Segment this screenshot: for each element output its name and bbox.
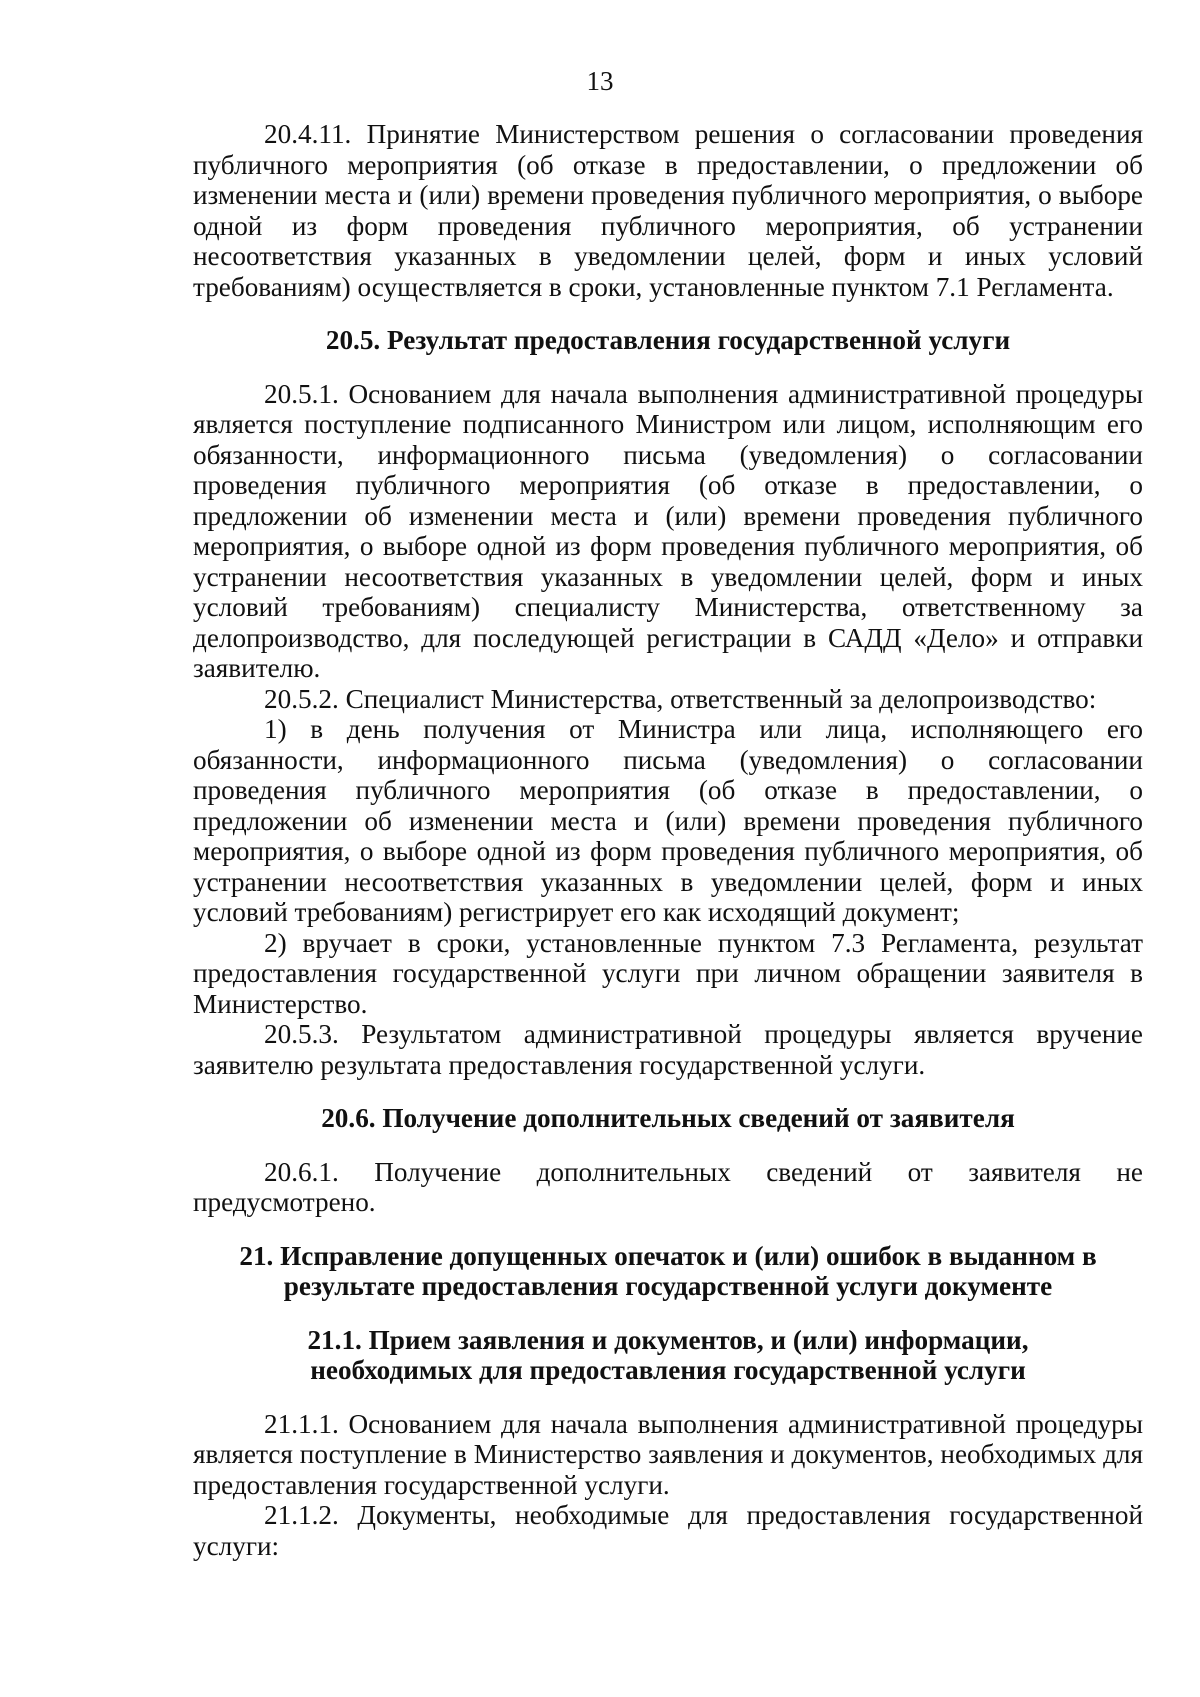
paragraph-20-5-2-item-1: 1) в день получения от Министра или лица, исполняющего его обязанности, информационного письма (уведомления) о согласовании проведения публичного мероприятия (об отказе в предоставлении, о предложении об изменении места и (или) времени проведения публичного мероприятия, о выборе одной из форм проведения публичного мероприятия, об устранении несоответствия указанных в уведомлении целей, форм и иных условий требованиям) регистрирует его как исходящий документ;: [193, 714, 1143, 927]
paragraph-20-5-2-item-2: 2) вручает в сроки, установленные пунктом 7.3 Регламента, результат предоставления государственной услуги при личном обращении заявителя в Министерство.: [193, 927, 1143, 1019]
heading-21: 21. Исправление допущенных опечаток и (или) ошибок в выданном в результате предоставления государственной услуги документе: [239, 1240, 1097, 1301]
heading-20-6: 20.6. Получение дополнительных сведений от заявителя: [321, 1103, 1015, 1133]
paragraph-21-1-1: 21.1.1. Основанием для начала выполнения административной процедуры является поступление в Министерство заявления и документов, необходимых для предоставления государственной услуги.: [193, 1408, 1143, 1500]
paragraph-20-6-1: 20.6.1. Получение дополнительных сведений от заявителя не предусмотрено.: [193, 1156, 1143, 1217]
heading-21-1: 21.1. Прием заявления и документов, и (или) информации, необходимых для предоставления государственной услуги: [307, 1324, 1029, 1385]
heading-20-5: 20.5. Результат предоставления государственной услуги: [325, 325, 1011, 355]
document-body: [193, 119, 1143, 1561]
paragraph-21-1-2: 21.1.2. Документы, необходимые для предоставления государственной услуги:: [193, 1500, 1143, 1561]
paragraph-20-5-3: 20.5.3. Результатом административной процедуры является вручение заявителю результата предоставления государственной услуги.: [193, 1019, 1143, 1080]
page-number: 13: [586, 66, 614, 96]
paragraph-20-4-11: 20.4.11. Принятие Министерством решения о согласовании проведения публичного мероприятия (об отказе в предоставлении, о предложении об изменении места и (или) времени проведения публичного мероприятия, о выборе одной из форм проведения публичного мероприятия, об устранении несоответствия указанных в уведомлении целей, форм и иных условий требованиям) осуществляется в сроки, установленные пунктом 7.1 Регламента.: [193, 119, 1143, 302]
paragraph-20-5-1: 20.5.1. Основанием для начала выполнения административной процедуры является поступление подписанного Министром или лицом, исполняющим его обязанности, информационного письма (уведомления) о согласовании проведения публичного мероприятия (об отказе в предоставлении, о предложении об изменении места и (или) времени проведения публичного мероприятия, о выборе одной из форм проведения публичного мероприятия, об устранении несоответствия указанных в уведомлении целей, форм и иных условий требованиям) специалисту Министерства, ответственному за делопроизводство, для последующей регистрации в САДД «Дело» и отправки заявителю.: [193, 378, 1143, 683]
paragraph-20-5-2: 20.5.2. Специалист Министерства, ответственный за делопроизводство:: [264, 683, 1097, 714]
